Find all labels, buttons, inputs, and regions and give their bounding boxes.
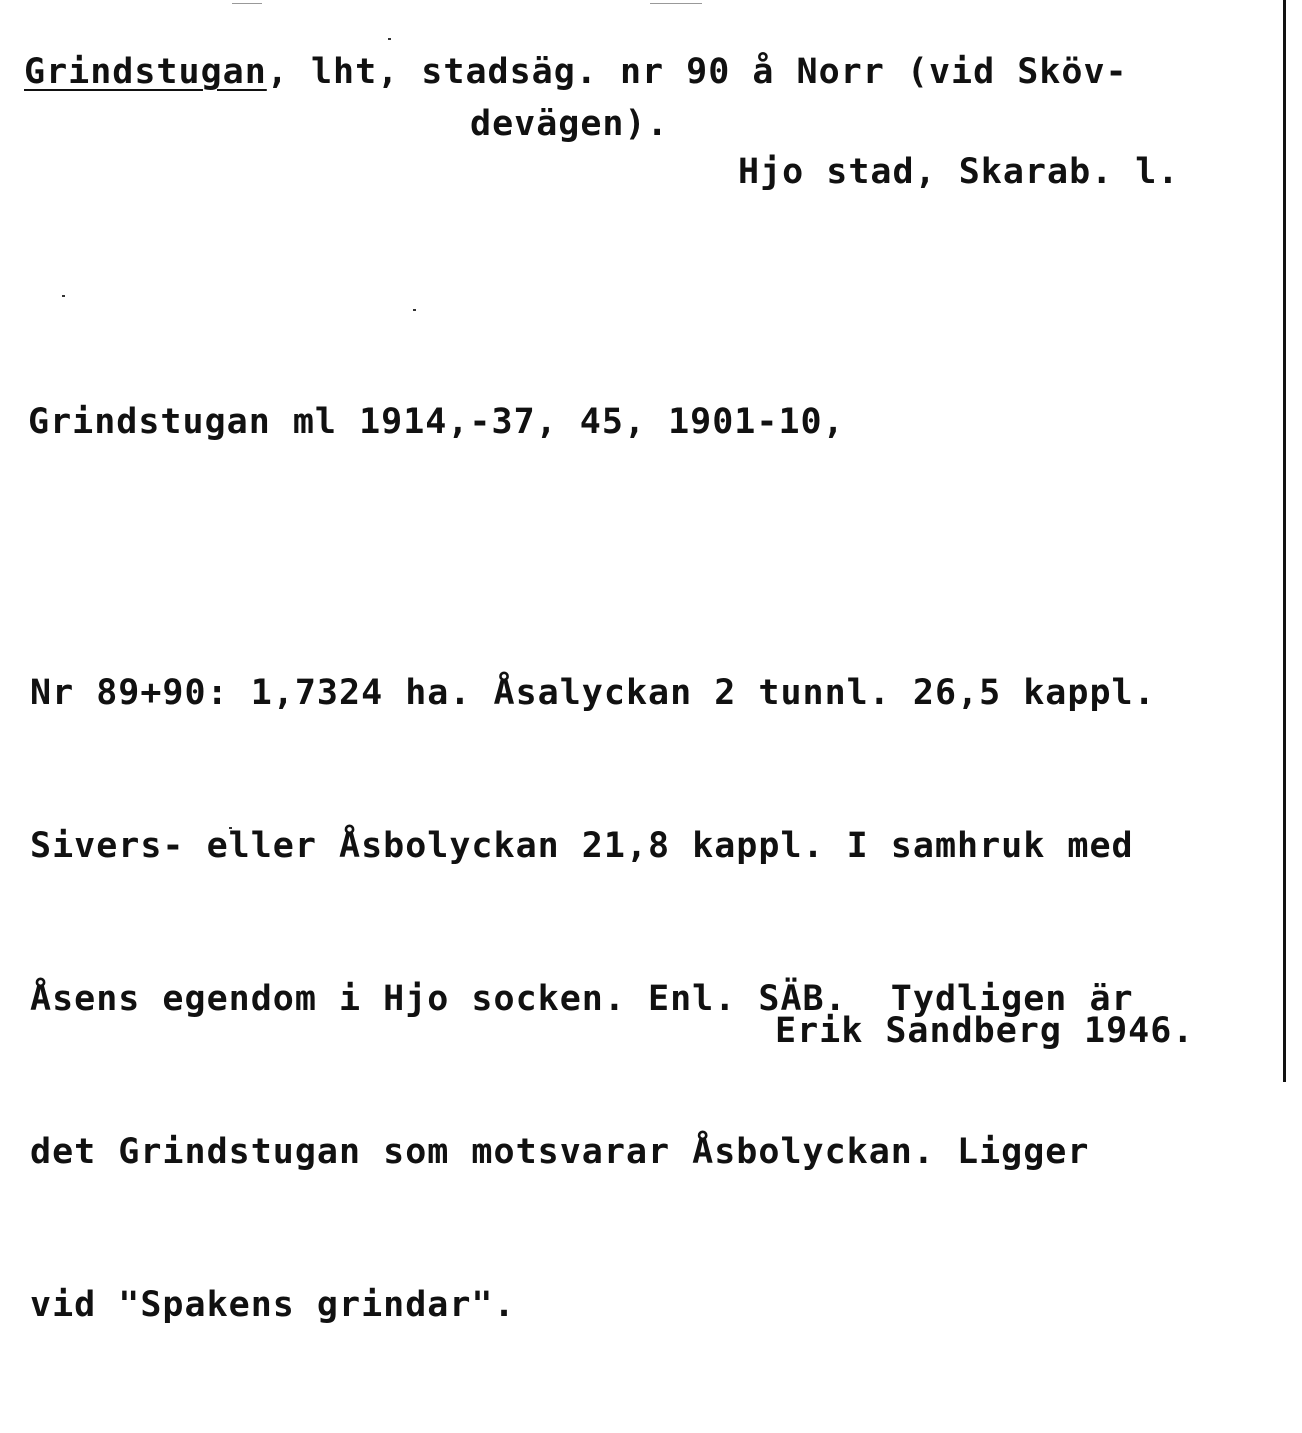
scan-mark <box>650 3 702 4</box>
location-line: Hjo stad, Skarab. l. <box>738 152 1180 192</box>
description-line: vid "Spakens grindar". <box>30 1285 516 1325</box>
place-name: Grindstugan <box>24 52 267 92</box>
signature: Erik Sandberg 1946. <box>775 1011 1195 1051</box>
description-line: Åsens egendom i Hjo socken. Enl. SÄB. Tydligen är <box>30 979 1134 1019</box>
description-paragraph <box>30 566 1156 1433</box>
sources-line: Grindstugan ml 1914,-37, 45, 1901-10, <box>28 402 845 442</box>
scan-speck <box>62 295 65 297</box>
heading-description: , lht, stadsäg. nr 90 å Norr (vid Sköv- <box>266 52 1128 92</box>
heading-line-2: devägen). <box>470 104 669 144</box>
scan-speck <box>413 309 416 311</box>
description-line: det Grindstugan som motsvarar Åsbolyckan. Ligger <box>30 1132 1090 1172</box>
description-line: Sivers- eller Åsbolyckan 21,8 kappl. I samhruk med <box>30 826 1134 866</box>
scan-speck <box>388 38 391 40</box>
scan-mark <box>232 3 262 4</box>
card-right-edge <box>1283 0 1286 1082</box>
description-line: Nr 89+90: 1,7324 ha. Åsalyckan 2 tunnl. 26,5 kappl. <box>30 673 1156 713</box>
heading-line-1 <box>24 46 1128 98</box>
